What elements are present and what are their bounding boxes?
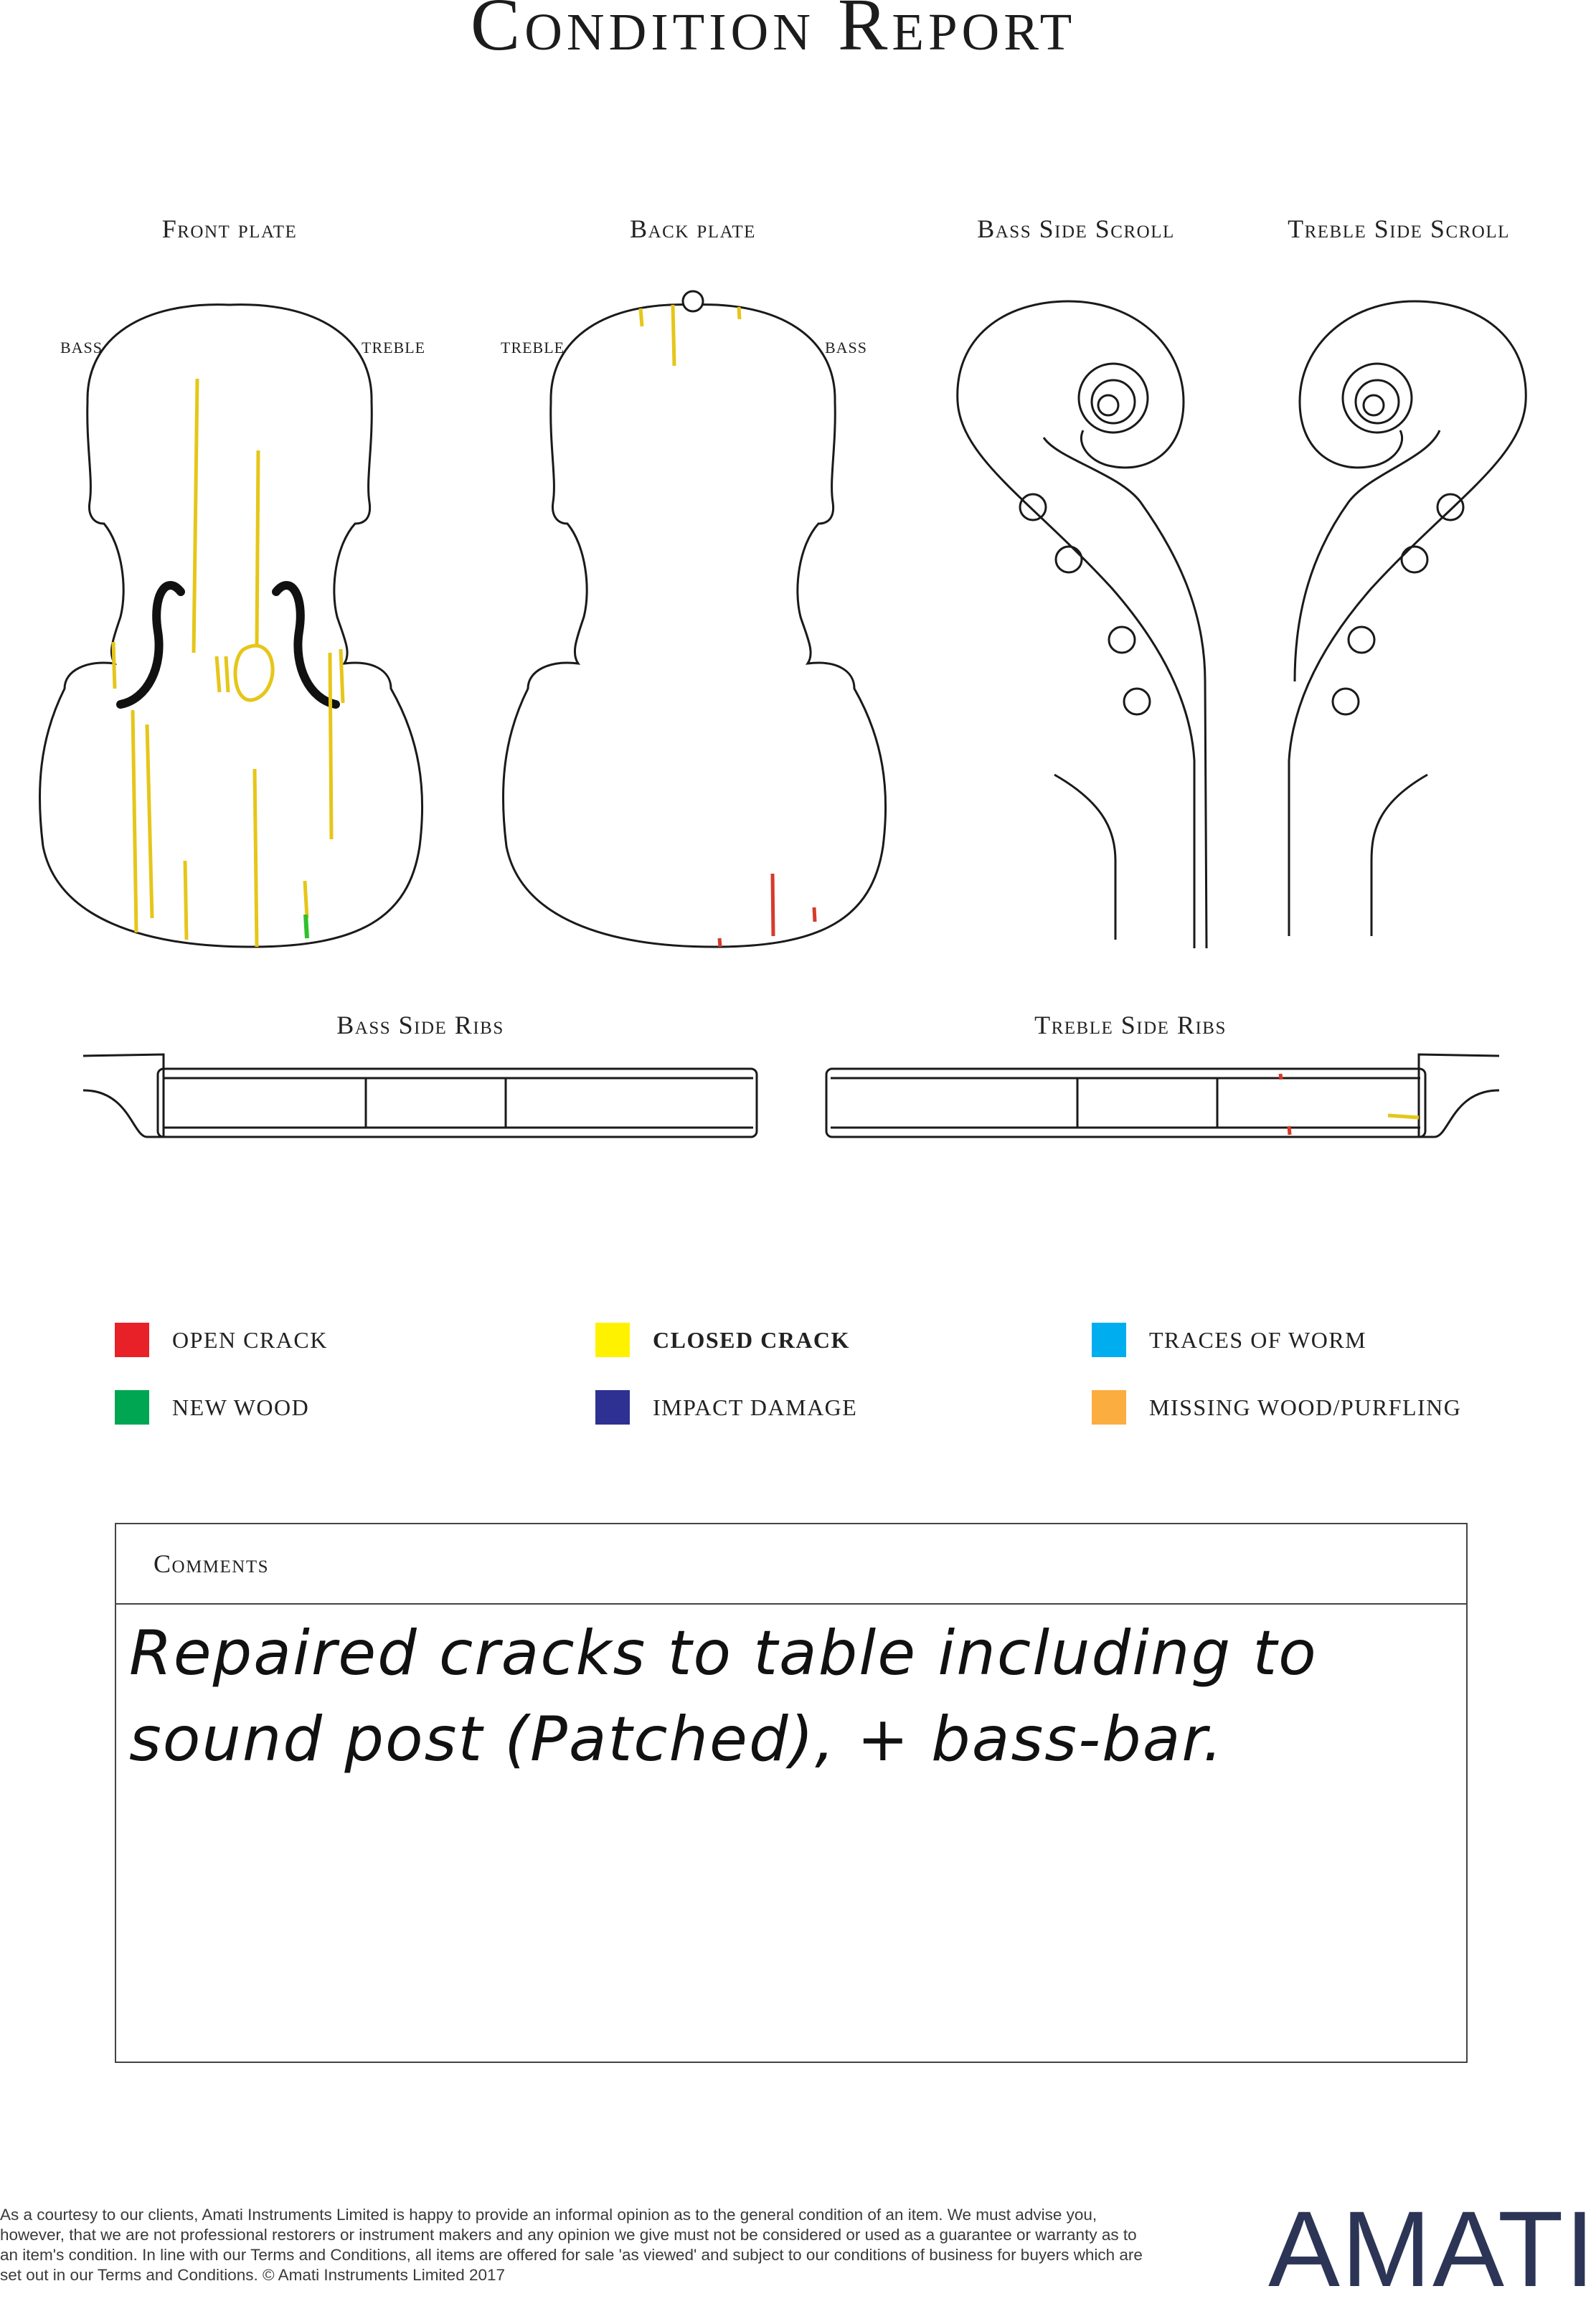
legend-missing-wood: MISSING WOOD/PURFLING [1092,1389,1461,1426]
back-treble-label: TREBLE [501,339,565,356]
treble-scroll-outline [1289,301,1526,936]
legend-traces-of-worm: TRACES OF WORM [1092,1321,1366,1359]
legend-swatch-orange [1092,1390,1126,1425]
legend-swatch-red [115,1323,149,1357]
comments-box [115,1523,1468,2063]
disclaimer-text: As a courtesy to our clients, Amati Instruments Limited is happy to provide an informal opinion as to the general condition of an item. We must advise you, however, that we are not professional restorers or instrument makers and any opinion we give must not be considered or used as a guarantee or warranty as to an item's condition. In line with our Terms and Conditions, all items are offered for sale 'as viewed' and subject to our conditions of business for buyers which are set out in our Terms and Conditions. © Amati Instruments Limited 2017 [0,2206,1143,2284]
front-plate-label: Front plate [161,214,298,243]
comments-heading: Comments [116,1524,1466,1605]
legend-closed-crack: CLOSED CRACK [595,1321,850,1359]
front-plate-outline [39,305,422,947]
legend-swatch-yellow [595,1323,630,1357]
legend-open-crack: OPEN CRACK [115,1321,328,1359]
comment-line-2: sound post (Patched), + bass-bar. [129,1704,1224,1775]
bass-ribs-outline [83,1054,757,1137]
treble-ribs-outline [826,1054,1499,1137]
bass-side-scroll-label: Bass Side Scroll [977,214,1175,243]
treble-side-ribs-label: Treble Side Ribs [1034,1011,1227,1039]
comment-line-1: Repaired cracks to table including to [129,1618,1318,1689]
treble-side-scroll-label: Treble Side Scroll [1288,214,1510,243]
legend-new-wood: NEW WOOD [115,1389,309,1426]
legend-impact-damage: IMPACT DAMAGE [595,1389,857,1426]
legend-swatch-navy [595,1390,630,1425]
legend-swatch-blue [1092,1323,1126,1357]
page-title: Condition Report [470,0,1077,66]
brand-logo: AMATI [1268,2188,1596,2309]
legend-swatch-green [115,1390,149,1425]
front-treble-label: TREBLE [362,339,426,356]
front-bass-label: BASS [60,339,103,356]
back-bass-label: BASS [825,339,868,356]
back-plate-outline [503,305,885,947]
back-plate-label: Back plate [630,214,756,243]
bass-scroll-outline [958,301,1194,948]
bass-side-ribs-label: Bass Side Ribs [336,1011,504,1039]
